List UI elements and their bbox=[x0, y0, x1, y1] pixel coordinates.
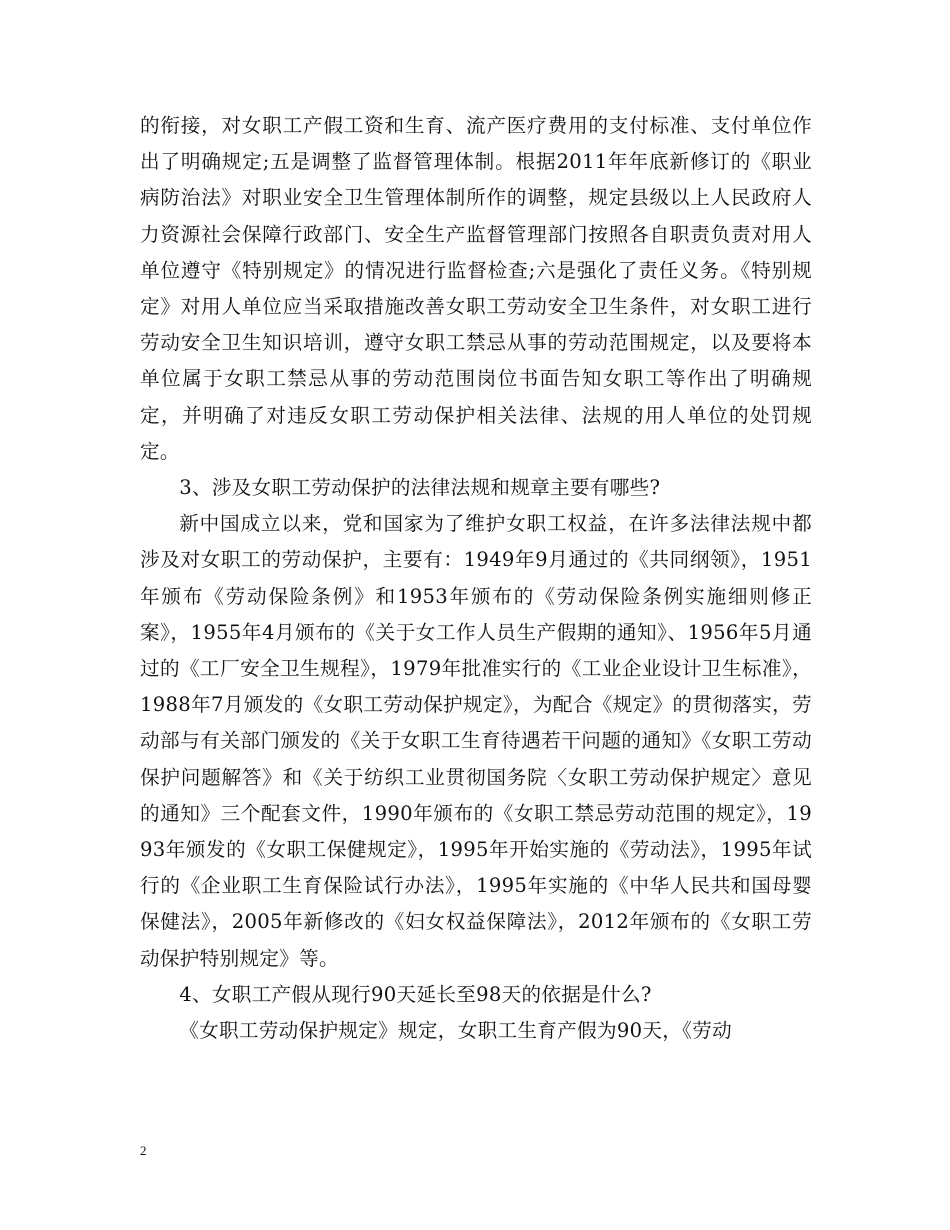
question-heading-4: 4、女职工产假从现行90天延长至98天的依据是什么? bbox=[179, 982, 652, 1006]
paragraph-supervision-and-responsibility: 的衔接，对女职工产假工资和生育、流产医疗费用的支付标准、支付单位作出了明确规定;五是调整了监督管理体制。根据2011年年底新修订的《职业病防治法》对职业安全卫生管理体制所作的调整，规定县级以上人民政府人力资源社会保障行政部门、安全生产监督管理部门按照各自职责负责对用人单位遵守《特别规定》的情况进行监督检查;六是强化了责任义务。《特别规定》对用人单位应当采取措施改善女职工劳动安全卫生条件，对女职工进行劳动安全卫生知识培训，遵守女职工禁忌从事的劳动范围规定，以及要将本单位属于女职工禁忌从事的劳动范围岗位书面告知女职工等作出了明确规定，并明确了对违反女职工劳动保护相关法律、法规的用人单位的处罚规定。 bbox=[140, 114, 812, 463]
paragraph-maternity-leave: 《女职工劳动保护规定》规定，女职工生育产假为90天，《劳动 bbox=[179, 1019, 733, 1043]
page-number: 2 bbox=[140, 1143, 147, 1158]
paragraph-laws-and-regulations: 新中国成立以来，党和国家为了维护女职工权益，在许多法律法规中都涉及对女职工的劳动保护，主要有：1949年9月通过的《共同纲领》，1951年颁布《劳动保险条例》和1953年颁布的《劳动保险条例实施细则修正案》，1955年4月颁布的《关于女工作人员生产假期的通知》、1956年5月通过的《工厂安全卫生规程》，1979年批准实行的《工业企业设计卫生标准》，1988年7月颁发的《女职工劳动保护规定》，为配合《规定》的贯彻落实，劳动部与有关部门颁发的《关于女职工生育待遇若干问题的通知》《女职工劳动保护问题解答》和《关于纺织工业贯彻国务院〈女职工劳动保护规定〉意见的通知》三个配套文件，1990年颁布的《女职工禁忌劳动范围的规定》，1993年颁发的《女职工保健规定》，1995年开始实施的《劳动法》，1995年试行的《企业职工生育保险试行办法》，1995年实施的《中华人民共和国母婴保健法》，2005年新修改的《妇女权益保障法》，2012年颁布的《女职工劳动保护特别规定》等。 bbox=[140, 512, 812, 970]
text-body bbox=[140, 108, 812, 1049]
question-heading-3: 3、涉及女职工劳动保护的法律法规和规章主要有哪些? bbox=[179, 476, 661, 500]
